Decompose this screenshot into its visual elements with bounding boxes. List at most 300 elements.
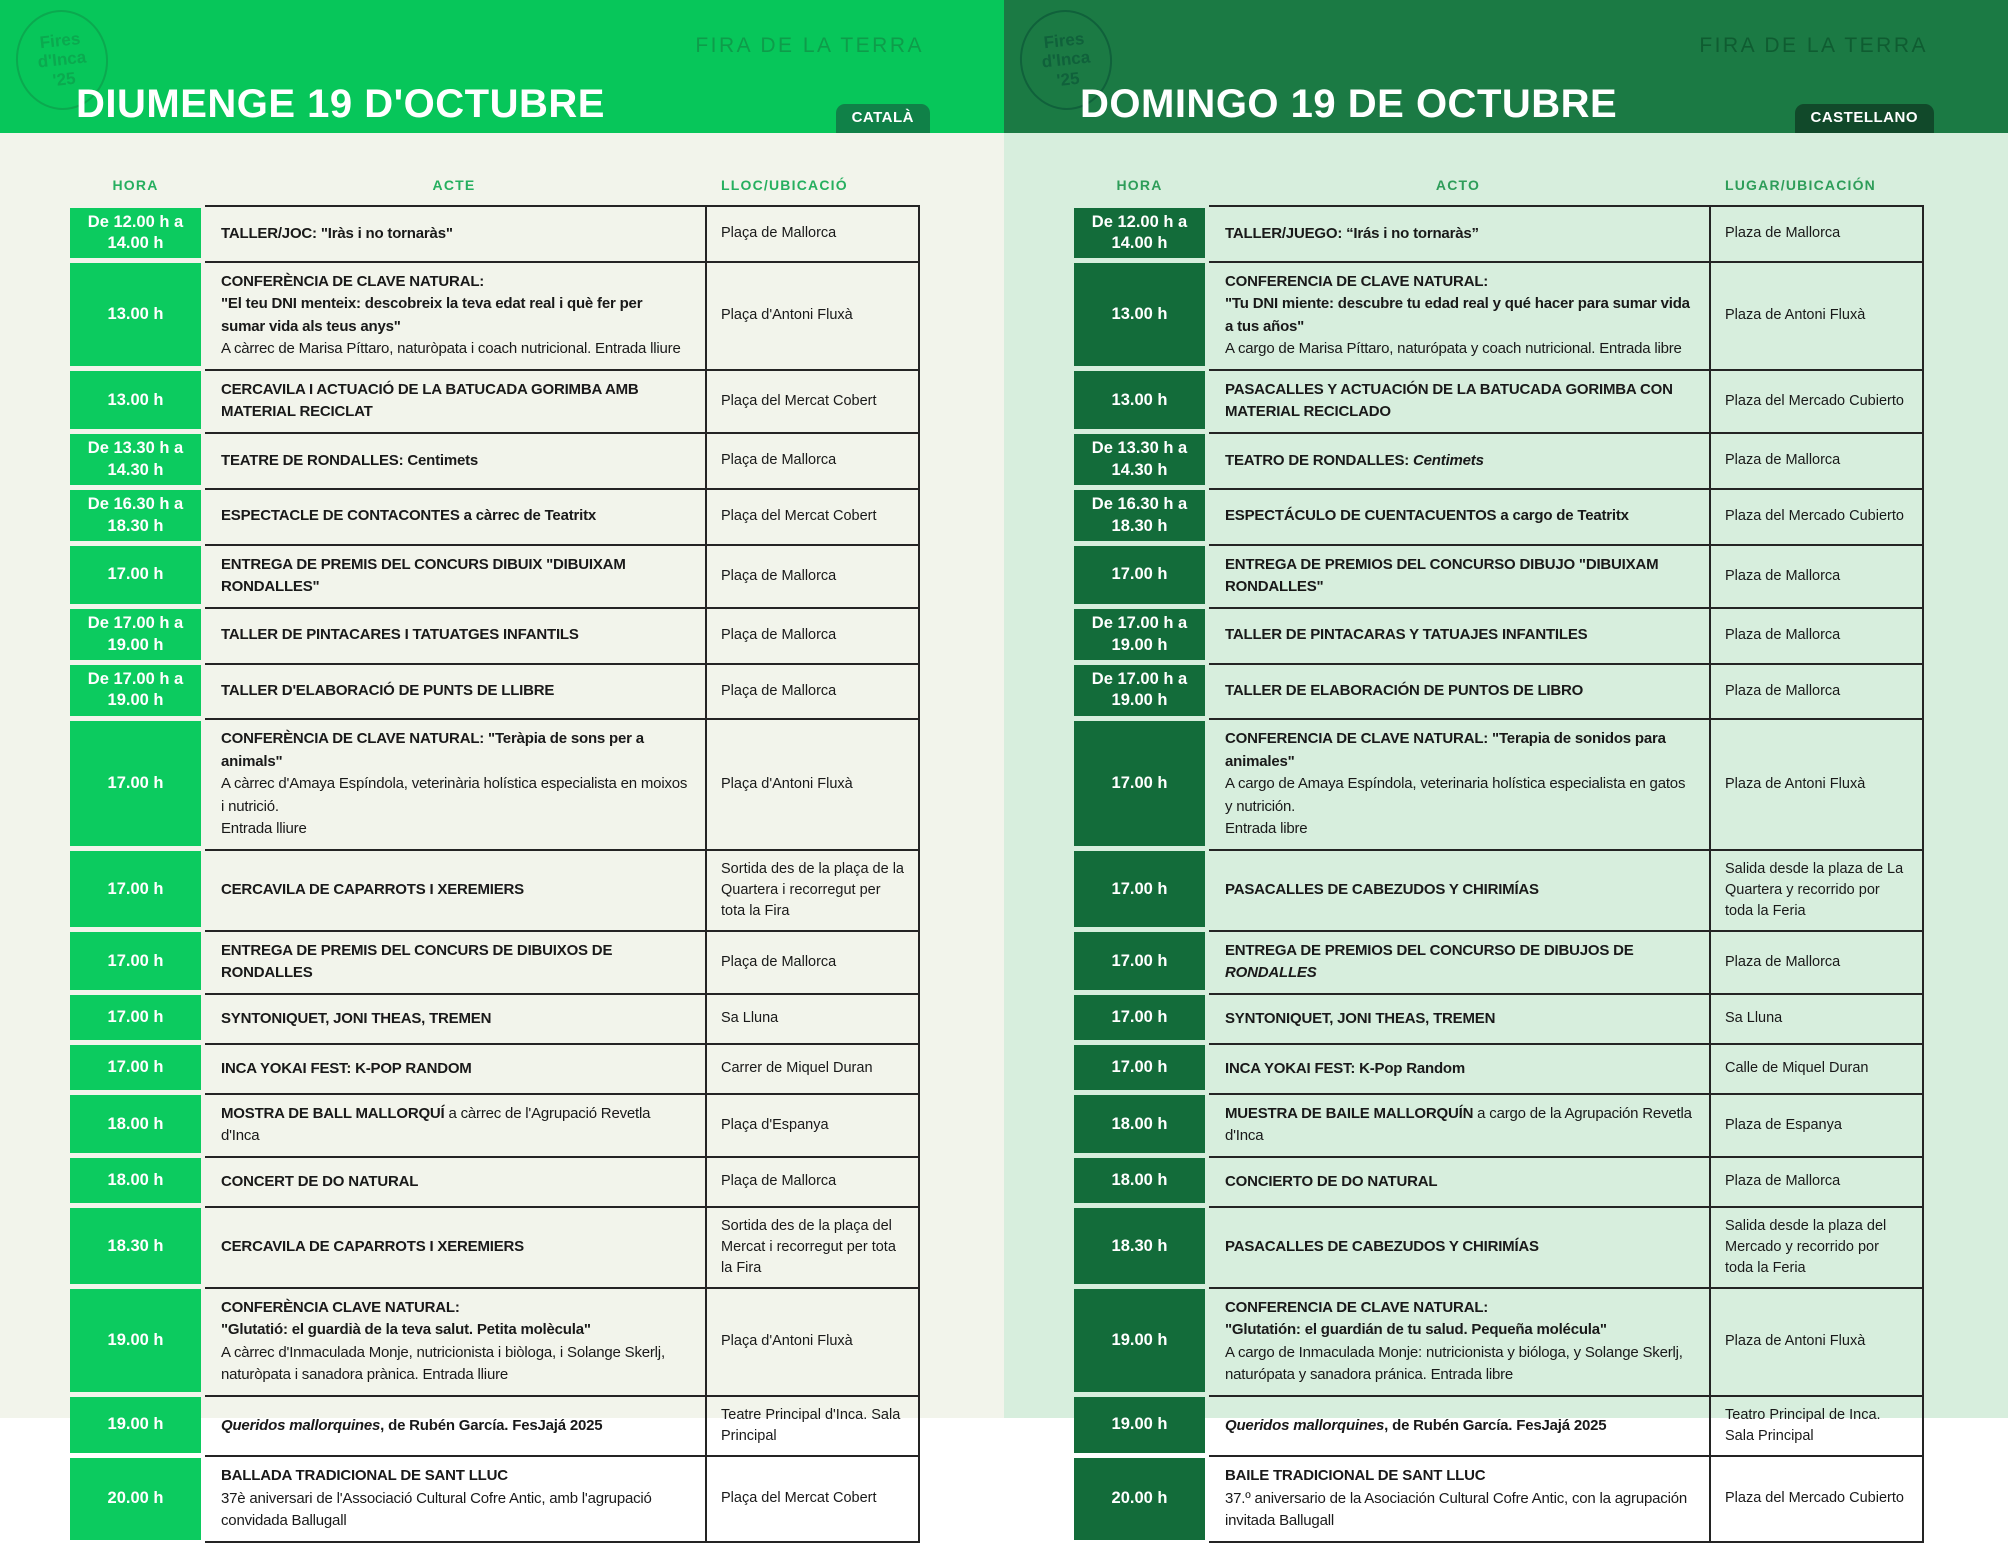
act-text: TEATRO DE RONDALLES: — [1225, 451, 1414, 469]
time-line: 19.00 h — [1111, 635, 1168, 654]
act-cell — [205, 434, 707, 488]
act-cell — [205, 207, 707, 261]
act-line — [221, 1236, 689, 1259]
act-line — [1225, 1319, 1693, 1342]
act-text: MUESTRA DE BAILE MALLORQUÍN — [1225, 1104, 1478, 1122]
act-line — [221, 1103, 689, 1148]
time-line: De 13.30 h a — [1091, 439, 1188, 458]
place-cell: Sortida des de la plaça del Mercat i recorregut per tota la Fira — [707, 1208, 920, 1287]
column-header-act: ACTE — [432, 177, 476, 193]
act-cell — [1209, 1289, 1711, 1395]
row-content — [1209, 261, 1924, 369]
fair-name: FIRA DE LA TERRA — [1699, 34, 1928, 57]
act-text: INCA YOKAI FEST: K-Pop Random — [1225, 1059, 1466, 1077]
act-text: TEATRE DE RONDALLES: — [221, 451, 408, 469]
act-text: CONFERENCIA DE CLAVE NATURAL: — [1225, 272, 1489, 290]
act-cell — [1209, 932, 1711, 993]
table-row — [1074, 1455, 1924, 1543]
time-line: 20.00 h — [1111, 1489, 1168, 1508]
time-line: 14.00 h — [1111, 233, 1168, 252]
act-cell — [205, 932, 707, 993]
time-cell — [70, 1458, 201, 1541]
place-cell: Plaza de Mallorca — [1711, 932, 1924, 993]
logo-line: '25 — [51, 68, 77, 90]
row-content — [1209, 205, 1924, 261]
act-text: CONFERENCIA DE CLAVE NATURAL: — [1225, 1298, 1489, 1316]
row-content — [1209, 1395, 1924, 1455]
act-text: TALLER DE PINTACARAS Y TATUAJES INFANTILES — [1225, 626, 1588, 644]
act-cell — [205, 1158, 707, 1206]
time-cell — [1074, 1289, 1205, 1392]
place-cell: Plaza del Mercado Cubierto — [1711, 490, 1924, 544]
time-line: 19.00 h — [107, 635, 164, 654]
act-cell — [205, 609, 707, 663]
table-row — [1074, 930, 1924, 993]
time-line: De 16.30 h a — [1091, 495, 1188, 514]
act-cell — [1209, 1397, 1711, 1455]
schedule-rows — [1074, 205, 1924, 1543]
time-line: De 16.30 h a — [87, 495, 184, 514]
place-cell: Calle de Miquel Duran — [1711, 1045, 1924, 1093]
row-content — [1209, 488, 1924, 544]
act-text: BALLADA TRADICIONAL DE SANT LLUC — [221, 1467, 508, 1484]
panel-catala — [0, 0, 1004, 1529]
act-line — [1225, 554, 1693, 599]
place-cell: Salida desde la plaza de La Quartera y recorrido por toda la Feria — [1711, 851, 1924, 930]
table-row — [70, 930, 920, 993]
act-text: A cargo de Amaya Espíndola, veterinaria holística especialista en gatos y nutrición. — [1225, 775, 1686, 815]
act-text: ENTREGA DE PREMIOS DEL CONCURSO DIBUJO "DIBUIXAM RONDALLES" — [1225, 555, 1659, 596]
row-content — [205, 663, 920, 719]
act-text: BAILE TRADICIONAL DE SANT LLUC — [1225, 1467, 1486, 1484]
time-cell — [70, 1289, 201, 1392]
place-cell: Plaça de Mallorca — [707, 609, 920, 663]
row-content — [1209, 1455, 1924, 1543]
row-content — [1209, 849, 1924, 930]
act-text: Queridos mallorquines — [1225, 1416, 1385, 1434]
act-text: CONFERÈNCIA CLAVE NATURAL: — [221, 1298, 460, 1316]
language-badge-catala[interactable]: CATALÀ — [836, 104, 930, 133]
act-text: MOSTRA DE BALL MALLORQUÍ — [221, 1104, 449, 1122]
act-cell — [1209, 609, 1711, 663]
table-row — [1074, 849, 1924, 930]
act-text: PASACALLES DE CABEZUDOS Y CHIRIMÍAS — [1225, 881, 1539, 899]
place-cell: Plaza de Mallorca — [1711, 207, 1924, 261]
act-line — [221, 1319, 689, 1342]
act-line — [221, 1171, 689, 1194]
time-cell — [1074, 932, 1205, 990]
act-text: RONDALLES — [1225, 964, 1317, 982]
act-line — [1225, 338, 1693, 361]
table-row — [70, 1043, 920, 1093]
time-line: De 12.00 h a — [1091, 212, 1188, 231]
row-content — [205, 718, 920, 849]
time-line: 17.00 h — [107, 1008, 164, 1027]
act-text: CONCIERTO DE DO NATURAL — [1225, 1172, 1438, 1190]
act-cell — [1209, 490, 1711, 544]
table-row — [1074, 1043, 1924, 1093]
row-content — [1209, 718, 1924, 849]
time-line: 19.00 h — [1111, 1415, 1168, 1434]
time-line: De 17.00 h a — [1091, 614, 1188, 633]
table-row — [70, 607, 920, 663]
table-row — [1074, 1206, 1924, 1287]
act-cell — [1209, 546, 1711, 607]
column-header-time: HORA — [1116, 177, 1163, 193]
time-cell — [70, 1208, 201, 1284]
table-row — [70, 432, 920, 488]
table-row — [70, 1093, 920, 1156]
act-text: TALLER/JOC: "Iràs i no tornaràs" — [221, 224, 453, 242]
time-line: 14.30 h — [1111, 460, 1168, 479]
act-line — [1225, 450, 1693, 473]
time-cell — [70, 851, 201, 927]
schedule-rows — [70, 205, 920, 1543]
act-text: a càrrec de l'Agrupació Revetla d'Inca — [221, 1104, 651, 1145]
table-row — [70, 205, 920, 261]
time-cell — [70, 995, 201, 1040]
act-line — [221, 680, 689, 703]
row-content — [205, 432, 920, 488]
act-text: Entrada libre — [1225, 820, 1308, 838]
act-cell — [205, 851, 707, 930]
act-text: Entrada lliure — [221, 820, 307, 838]
table-row — [70, 1206, 920, 1287]
act-text: TALLER DE PINTACARES I TATUATGES INFANTILS — [221, 626, 579, 644]
table-row — [1074, 993, 1924, 1043]
row-content — [1209, 930, 1924, 993]
act-text: TALLER D'ELABORACIÓ DE PUNTS DE LLIBRE — [221, 682, 555, 700]
place-cell: Plaça del Mercat Cobert — [707, 1457, 920, 1541]
act-line — [221, 554, 689, 599]
time-cell — [70, 1095, 201, 1153]
place-cell: Plaza de Antoni Fluxà — [1711, 1289, 1924, 1395]
place-cell: Teatre Principal d'Inca. Sala Principal — [707, 1397, 920, 1455]
time-line: 18.00 h — [107, 1171, 164, 1190]
time-line: 17.00 h — [1111, 773, 1168, 792]
act-text: Centimets — [1413, 451, 1484, 469]
time-line: 13.00 h — [107, 390, 164, 409]
row-content — [205, 1093, 920, 1156]
act-cell — [1209, 851, 1711, 930]
time-line: De 17.00 h a — [1091, 670, 1188, 688]
act-line — [1225, 1058, 1693, 1081]
time-line: 19.00 h — [1111, 1331, 1168, 1350]
logo-line: '25 — [1055, 68, 1081, 90]
column-header-place: LLOC/UBICACIÓ — [721, 177, 848, 193]
place-cell: Plaça de Mallorca — [707, 207, 920, 261]
row-content — [205, 1287, 920, 1395]
act-cell — [1209, 995, 1711, 1043]
act-text: "Glutatión: el guardián de tu salud. Pequeña molécula" — [1225, 1321, 1607, 1339]
place-cell: Teatro Principal de Inca. Sala Principal — [1711, 1397, 1924, 1455]
time-cell — [70, 371, 201, 429]
table-row — [1074, 1287, 1924, 1395]
time-cell — [1074, 1095, 1205, 1153]
logo-line: Fires — [38, 29, 82, 53]
table-row — [1074, 1093, 1924, 1156]
act-line — [221, 1342, 689, 1387]
time-line: 13.00 h — [1111, 305, 1168, 324]
act-line — [1225, 940, 1693, 985]
act-text: CONCERT DE DO NATURAL — [221, 1172, 419, 1190]
table-row — [1074, 488, 1924, 544]
place-cell: Plaza de Espanya — [1711, 1095, 1924, 1156]
act-line — [221, 879, 689, 902]
place-cell: Plaça d'Antoni Fluxà — [707, 1289, 920, 1395]
act-line — [1225, 293, 1693, 338]
place-cell: Plaza de Mallorca — [1711, 665, 1924, 719]
logo-line: d'Inca — [1040, 48, 1092, 72]
time-line: 18.00 h — [107, 1114, 164, 1133]
act-text: CONFERENCIA DE CLAVE NATURAL: "Terapia de sonidos para animales" — [1225, 730, 1666, 770]
act-text: CONFERÈNCIA DE CLAVE NATURAL: — [221, 272, 485, 290]
header-castellano — [1004, 0, 2008, 133]
time-line: 18.30 h — [1111, 1236, 1168, 1255]
time-line: De 13.30 h a — [87, 439, 184, 458]
table-row — [1074, 261, 1924, 369]
act-line — [1225, 1236, 1693, 1259]
act-text: a cargo de la Agrupación Revetla d'Inca — [1225, 1104, 1692, 1145]
row-content — [205, 1395, 920, 1455]
time-cell — [1074, 1045, 1205, 1090]
place-cell: Plaça d'Espanya — [707, 1095, 920, 1156]
row-content — [205, 607, 920, 663]
act-line — [1225, 1171, 1693, 1194]
time-line: 14.00 h — [107, 233, 164, 252]
act-text: ESPECTACLE DE CONTACONTES — [221, 507, 464, 525]
place-cell: Sa Lluna — [707, 995, 920, 1043]
time-cell — [1074, 371, 1205, 429]
act-line — [1225, 1008, 1693, 1031]
column-header-time: HORA — [112, 177, 159, 193]
act-cell — [205, 1397, 707, 1455]
place-cell: Plaça de Mallorca — [707, 546, 920, 607]
act-text: Centimets — [407, 451, 479, 469]
place-cell: Sortida des de la plaça de la Quartera i recorregut per tota la Fira — [707, 851, 920, 930]
act-text: 37.º aniversario de la Asociación Cultural Cofre Antic, con la agrupación invitada Ballugall — [1225, 1489, 1687, 1529]
time-cell — [1074, 665, 1205, 716]
act-text: CERCAVILA DE CAPARROTS I XEREMIERS — [221, 1238, 524, 1256]
place-cell: Plaza del Mercado Cubierto — [1711, 371, 1924, 432]
row-content — [1209, 1093, 1924, 1156]
panel-castellano — [1004, 0, 2008, 1529]
act-line — [221, 1488, 689, 1533]
act-text: TALLER/JUEGO: “Irás i no tornaràs” — [1225, 224, 1479, 242]
act-line — [1225, 728, 1693, 773]
act-line — [1225, 1297, 1693, 1320]
column-header-act: ACTO — [1435, 177, 1481, 193]
column-header-place: LUGAR/UBICACIÓN — [1725, 177, 1876, 193]
row-content — [1209, 1206, 1924, 1287]
time-cell — [70, 434, 201, 485]
time-cell — [1074, 1397, 1205, 1452]
act-cell — [205, 490, 707, 544]
table-row — [70, 993, 920, 1043]
act-cell — [205, 371, 707, 432]
act-line — [221, 505, 689, 528]
act-line — [1225, 1103, 1693, 1148]
time-cell — [1074, 721, 1205, 847]
act-line — [221, 223, 689, 246]
row-content — [1209, 1287, 1924, 1395]
logo-line: Fires — [1042, 29, 1086, 53]
time-cell — [1074, 263, 1205, 366]
table-row — [1074, 1156, 1924, 1206]
act-line — [221, 271, 689, 294]
table-row — [70, 1455, 920, 1543]
act-line — [1225, 379, 1693, 424]
place-cell: Plaça del Mercat Cobert — [707, 371, 920, 432]
row-content — [205, 1206, 920, 1287]
row-content — [1209, 432, 1924, 488]
act-line — [1225, 680, 1693, 703]
time-line: 19.00 h — [107, 1331, 164, 1350]
act-text: INCA YOKAI FEST: K-POP RANDOM — [221, 1059, 472, 1077]
schedule-table — [70, 177, 920, 1543]
act-text: CERCAVILA DE CAPARROTS I XEREMIERS — [221, 881, 524, 899]
act-line — [1225, 624, 1693, 647]
time-cell — [1074, 1208, 1205, 1284]
table-row — [1074, 607, 1924, 663]
act-text: CERCAVILA I ACTUACIÓ DE LA BATUCADA GORIMBA AMB MATERIAL RECICLAT — [221, 380, 639, 421]
table-row — [70, 488, 920, 544]
act-text: ENTREGA DE PREMIOS DEL CONCURSO DE DIBUJOS DE — [1225, 941, 1634, 959]
act-text: a cargo de Teatritx — [1500, 507, 1629, 525]
time-line: 18.30 h — [107, 516, 164, 535]
time-line: 18.00 h — [1111, 1171, 1168, 1190]
time-line: De 17.00 h a — [87, 670, 184, 688]
act-line — [221, 1465, 689, 1488]
table-row — [70, 1395, 920, 1455]
act-text: a càrrec de Teatritx — [463, 507, 597, 525]
time-cell — [1074, 546, 1205, 604]
page-title: DOMINGO 19 DE OCTUBRE — [1080, 82, 1618, 126]
act-cell — [205, 995, 707, 1043]
act-cell — [205, 1457, 707, 1541]
act-text: 37è aniversari de l'Associació Cultural Cofre Antic, amb l'agrupació convidada Ballugall — [221, 1489, 652, 1529]
time-line: 17.00 h — [1111, 1008, 1168, 1027]
time-cell — [70, 1397, 201, 1452]
act-line — [1225, 879, 1693, 902]
time-cell — [1074, 851, 1205, 927]
act-text: ENTREGA DE PREMIS DEL CONCURS DIBUIX "DIBUIXAM RONDALLES" — [221, 555, 626, 596]
table-row — [70, 849, 920, 930]
act-text: A càrrec d'Amaya Espíndola, veterinària holística especialista en moixos i nutrició. — [221, 775, 688, 815]
act-line — [221, 818, 689, 841]
place-cell: Plaça de Mallorca — [707, 932, 920, 993]
act-cell — [205, 1289, 707, 1395]
act-line — [221, 728, 689, 773]
act-cell — [1209, 1208, 1711, 1287]
act-text: Queridos mallorquines — [221, 1416, 381, 1434]
table-row — [70, 1156, 920, 1206]
row-content — [205, 369, 920, 432]
act-line — [1225, 1488, 1693, 1533]
act-line — [221, 1008, 689, 1031]
table-row — [1074, 432, 1924, 488]
act-text: SYNTONIQUET, JONI THEAS, TREMEN — [1225, 1009, 1496, 1027]
row-content — [1209, 993, 1924, 1043]
row-content — [205, 930, 920, 993]
table-row — [1074, 663, 1924, 719]
table-row — [70, 1287, 920, 1395]
act-cell — [205, 1045, 707, 1093]
place-cell: Plaza de Mallorca — [1711, 434, 1924, 488]
time-line: 17.00 h — [107, 565, 164, 584]
act-text: CONFERÈNCIA DE CLAVE NATURAL: "Teràpia de sons per a animals" — [221, 730, 644, 770]
act-line — [1225, 818, 1693, 841]
place-cell: Plaza de Mallorca — [1711, 609, 1924, 663]
act-line — [1225, 271, 1693, 294]
act-cell — [205, 720, 707, 849]
act-text: A càrrec de Marisa Píttaro, naturòpata i coach nutricional. Entrada lliure — [221, 340, 681, 358]
table-row — [1074, 1395, 1924, 1455]
row-content — [205, 1156, 920, 1206]
table-row — [70, 544, 920, 607]
act-cell — [1209, 1045, 1711, 1093]
act-cell — [205, 1095, 707, 1156]
time-line: 13.00 h — [107, 305, 164, 324]
row-content — [1209, 663, 1924, 719]
place-cell: Plaza de Mallorca — [1711, 546, 1924, 607]
table-row — [1074, 205, 1924, 261]
table-row — [1074, 369, 1924, 432]
act-cell — [1209, 665, 1711, 719]
act-cell — [205, 263, 707, 369]
row-content — [1209, 544, 1924, 607]
act-text: "Tu DNI miente: descubre tu edad real y qué hacer para sumar vida a tus años" — [1225, 295, 1690, 335]
table-row — [70, 369, 920, 432]
time-cell — [1074, 1458, 1205, 1541]
time-cell — [1074, 208, 1205, 259]
time-line: 13.00 h — [1111, 390, 1168, 409]
time-cell — [70, 932, 201, 990]
time-cell — [70, 546, 201, 604]
time-cell — [1074, 1158, 1205, 1203]
time-cell — [70, 490, 201, 541]
act-text: PASACALLES DE CABEZUDOS Y CHIRIMÍAS — [1225, 1238, 1539, 1256]
time-line: 19.00 h — [1111, 691, 1168, 710]
act-text: , de Rubén García. FesJajá 2025 — [1384, 1416, 1607, 1434]
column-headers — [1074, 177, 1924, 193]
time-cell — [70, 1045, 201, 1090]
place-cell: Plaça d'Antoni Fluxà — [707, 263, 920, 369]
act-text: A càrrec d'Inmaculada Monje, nutricionista i biòloga, i Solange Skerlj, naturòpata i sanadora prànica. Entrada lliure — [221, 1343, 665, 1384]
time-line: 20.00 h — [107, 1489, 164, 1508]
row-content — [205, 205, 920, 261]
time-cell — [1074, 490, 1205, 541]
language-badge-castellano[interactable]: CASTELLANO — [1795, 104, 1935, 133]
act-line — [221, 1058, 689, 1081]
act-text: A cargo de Marisa Píttaro, naturópata y coach nutricional. Entrada libre — [1225, 340, 1682, 358]
time-cell — [70, 665, 201, 716]
row-content — [1209, 607, 1924, 663]
table-row — [1074, 718, 1924, 849]
act-text: "Glutatió: el guardià de la teva salut. Petita molècula" — [221, 1321, 591, 1339]
place-cell: Carrer de Miquel Duran — [707, 1045, 920, 1093]
row-content — [205, 1455, 920, 1543]
act-cell — [1209, 1095, 1711, 1156]
time-line: De 17.00 h a — [87, 614, 184, 633]
act-text: TALLER DE ELABORACIÓN DE PUNTOS DE LIBRO — [1225, 682, 1584, 700]
place-cell: Plaça de Mallorca — [707, 1158, 920, 1206]
time-line: 17.00 h — [1111, 565, 1168, 584]
row-content — [205, 993, 920, 1043]
table-row — [70, 663, 920, 719]
row-content — [205, 849, 920, 930]
act-line — [221, 450, 689, 473]
